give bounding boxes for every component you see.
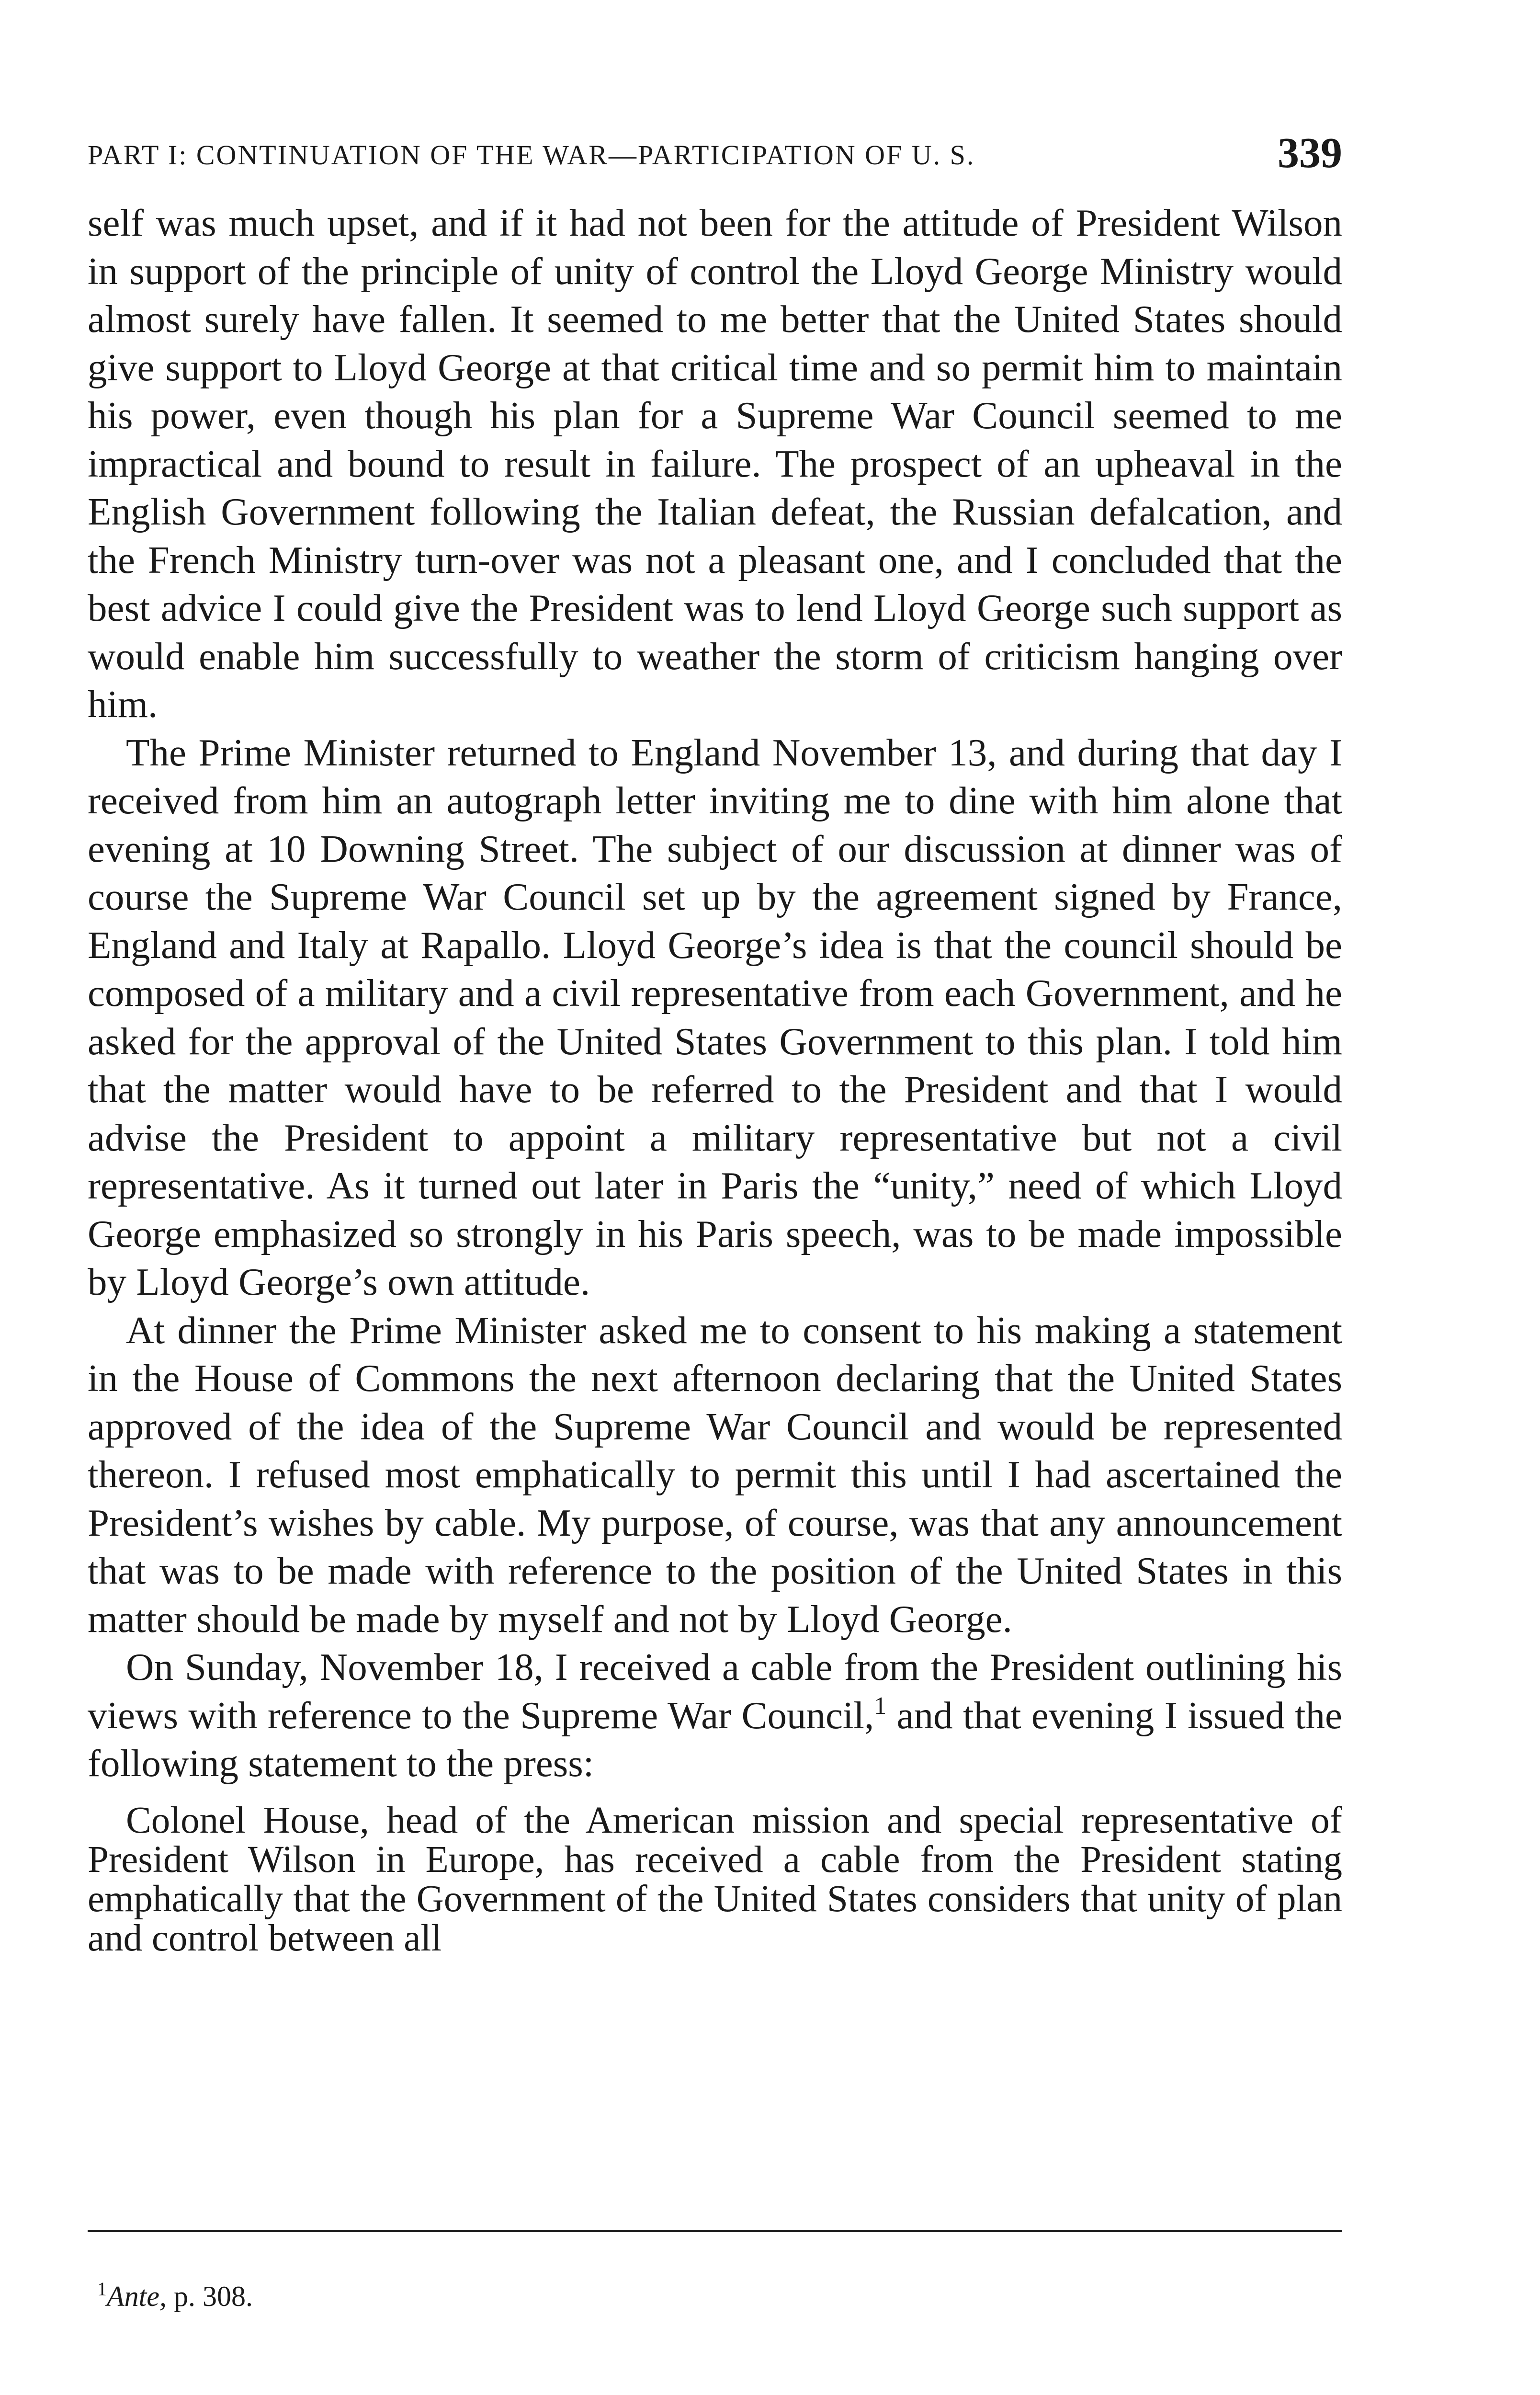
paragraph-2: The Prime Minister returned to England November 13, and during that day I received from him an autograph letter inviting me to dine with him alone that evening at 10 Downing Street. The subject of our discussion at dinner was of course the Supreme War Council set up by the agreement signed by France, England and Italy at Rapallo. Lloyd George’s idea is that the council should be composed of a military and a civil representative from each Government, and he asked for the approval of the United States Government to this plan. I told him that the matter would have to be referred to the President and that I would advise the President to appoint a military representative but not a civil representative. As it turned out later in Paris the “unity,” need of which Lloyd George emphasized so strongly in his Paris speech, was to be made impossible by Lloyd George’s own attitude. xyxy=(88,730,1342,1303)
footnote-citation-page: p. 308. xyxy=(166,2281,253,2312)
paragraph-3: At dinner the Prime Minister asked me to consent to his making a statement in the House of Commons the next afternoon declaring that the United States approved of the idea of the Supreme War Council and would be represented thereon. I refused most emphatically to permit this until I had ascertained the President’s wishes by cable. My purpose, of course, was that any announcement that was to be made with reference to the position of the United States in this matter should be made by myself and not by Lloyd George. xyxy=(88,1308,1342,1641)
footnote-reference-marker: 1 xyxy=(874,1692,887,1720)
paragraph-1: self was much upset, and if it had not been for the attitude of President Wilson in support of the principle of unity of control the Lloyd George Ministry would almost surely have fallen. It seemed to me better that the United States should give support to Lloyd George at that critical time and so permit him to maintain his power, even though his plan for a Supreme War Council seemed to me impractical and bound to result in failure. The prospect of an upheaval in the English Government following the Italian defeat, the Russian defalcation, and the French Ministry turn-over was not a pleasant one, and I concluded that the best advice I could give the President was to lend Lloyd George such support as would enable him successfully to weather the storm of criticism hanging over him. xyxy=(88,201,1342,726)
footnote xyxy=(97,2278,253,2313)
running-title: PART I: CONTINUATION OF THE WAR—PARTICIPATION OF U. S. xyxy=(88,139,975,171)
page-number: 339 xyxy=(1278,129,1342,177)
footnote-divider xyxy=(88,2230,1342,2232)
footnote-citation-italic: Ante, xyxy=(107,2281,167,2312)
block-quotation: Colonel House, head of the American mission and special representative of President Wilson in Europe, has received a cable from the President stating emphatically that the Government of the United States considers that unity of plan and control between all xyxy=(88,1799,1342,1959)
paragraph-4-text-end: and that evening I issued the following statement to the press: xyxy=(88,1693,1343,1785)
body-text xyxy=(88,199,1342,1958)
footnote-marker: 1 xyxy=(97,2278,107,2300)
paragraph-4 xyxy=(88,1643,1342,1788)
paragraph-4-text-start: On Sunday, November 18, I received a cable from the President outlining his views with reference to the Supreme War Council, xyxy=(88,1645,1342,1737)
running-head xyxy=(88,128,1342,176)
